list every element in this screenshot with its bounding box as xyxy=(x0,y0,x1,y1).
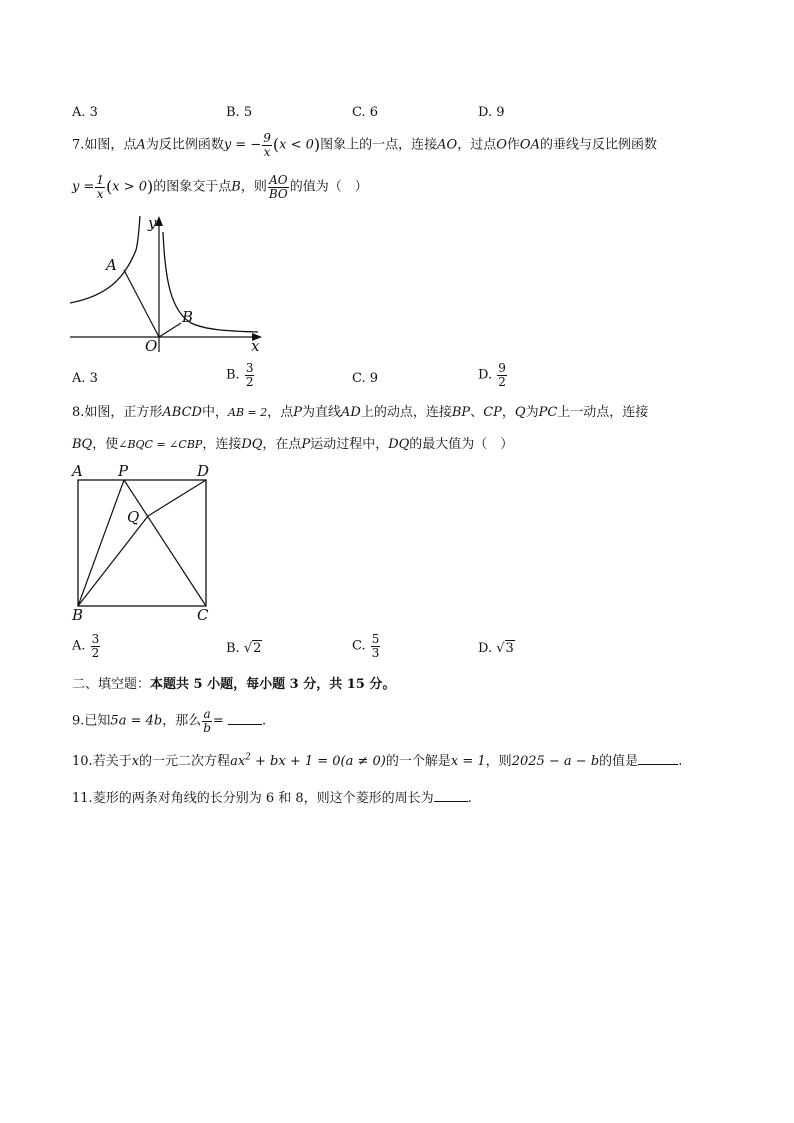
q10-variable-x: x xyxy=(131,754,140,769)
q9-answer-blank[interactable] xyxy=(228,723,262,725)
q8-label-a: A xyxy=(72,462,83,480)
q7-option-d-fraction xyxy=(497,362,507,388)
q7-option-b-den: 2 xyxy=(245,374,254,389)
q7-func2-lhs: y = xyxy=(72,179,95,195)
q10-period: . xyxy=(678,754,683,769)
q7-ratio-den: BO xyxy=(268,186,288,201)
q7-curve-right xyxy=(163,232,258,332)
q8-option-a-den: 2 xyxy=(91,645,100,660)
q8-square xyxy=(78,480,206,606)
q7-func1-den: x xyxy=(263,144,271,159)
q8-label-d: D xyxy=(197,462,210,480)
q7-text: ，则 xyxy=(240,179,267,195)
q8-text: 运动过程中， xyxy=(310,437,389,452)
q8-label-q: Q xyxy=(127,508,140,526)
q7-text: ，过点 xyxy=(457,137,497,153)
q7-func2-den: x xyxy=(96,186,104,201)
q7-number: 7. xyxy=(72,137,85,153)
q7-func2-fraction xyxy=(95,174,105,200)
q10-text: 的一元二次方程 xyxy=(139,754,231,769)
q7-point-b: B xyxy=(231,179,241,195)
q8-label-c: C xyxy=(197,606,209,622)
q10-expression: 2025 − a − b xyxy=(511,754,600,769)
q7-text: 的图象交于点 xyxy=(153,179,232,195)
q7-text: 的值为（ ） xyxy=(289,179,368,195)
q7-seg-oa: OA xyxy=(519,137,540,153)
q6-option-c: C. 6 xyxy=(352,105,379,120)
q8-segment-bq xyxy=(78,516,148,606)
q7-func2-cond: x > 0 xyxy=(112,179,148,195)
q8-option-a-prefix: A. xyxy=(72,638,86,654)
q7-option-d-num: 9 xyxy=(498,361,506,375)
q7-ratio-num: AO xyxy=(269,173,288,187)
q10-equation xyxy=(230,754,386,769)
q7-option-b xyxy=(226,362,255,388)
q9-fraction-den: b xyxy=(203,720,211,735)
q8-point-p: P xyxy=(301,437,311,452)
q7-option-a: A. 3 xyxy=(72,371,98,386)
q8-option-a-fraction xyxy=(91,633,101,659)
q7-option-b-num: 3 xyxy=(245,361,254,375)
q8-text: 如图，正方形 xyxy=(84,405,163,420)
q7-option-d xyxy=(478,362,508,388)
q7-ratio-fraction xyxy=(268,174,289,200)
q11-answer-blank[interactable] xyxy=(434,800,468,802)
q8-seg-dq: DQ xyxy=(241,437,263,452)
q7-label-o: O xyxy=(145,337,158,355)
q8-segment-dq xyxy=(148,480,206,516)
q6-option-a: A. 3 xyxy=(72,105,98,120)
q7-curve-left xyxy=(70,216,140,303)
q8-text: 的最大值为（ ） xyxy=(409,437,514,452)
q7-option-b-fraction xyxy=(245,362,255,388)
q8-segment-bp xyxy=(78,480,124,606)
q7-func1-num: 9 xyxy=(263,131,271,145)
q10-text: 若关于 xyxy=(92,754,132,769)
q8-seg-dq: DQ xyxy=(388,437,410,452)
q9-number: 9. xyxy=(72,713,85,729)
q9-fraction xyxy=(202,708,212,734)
q8-text: ，连接 xyxy=(202,437,242,452)
q10-solution: x = 1 xyxy=(450,754,486,769)
q8-option-c xyxy=(352,633,381,659)
q8-seg-bp: BP xyxy=(451,405,471,420)
q8-seg-pc: PC xyxy=(538,405,558,420)
q10-text: ，则 xyxy=(485,754,512,769)
section-instructions: 本题共 5 小题，每小题 3 分，共 15 分。 xyxy=(150,677,396,692)
q9-line xyxy=(72,708,266,734)
q10-text: 的一个解是 xyxy=(385,754,451,769)
q9-equation: 5a = 4b xyxy=(110,713,163,729)
q10-number: 10. xyxy=(72,754,93,769)
q8-option-b xyxy=(226,642,262,655)
q8-text: 上的动点，连接 xyxy=(360,405,452,420)
q9-equals: = xyxy=(212,713,224,729)
q10-text: 的值是 xyxy=(599,754,639,769)
q8-text: ，点 xyxy=(267,405,294,420)
q8-ab-length: AB = 2 xyxy=(228,406,268,419)
q7-text: 图象上的一点，连接 xyxy=(320,137,438,153)
q8-angle-condition: ∠BQC = ∠CBP xyxy=(118,438,203,451)
q8-line-ad: AD xyxy=(341,405,361,420)
q8-text: ，在点 xyxy=(262,437,302,452)
q9-period: . xyxy=(261,713,267,729)
q7-func1-fraction xyxy=(262,132,272,158)
q11-period: . xyxy=(467,791,472,806)
q8-text: 中， xyxy=(201,405,228,420)
q9-text: ，那么 xyxy=(162,713,202,729)
q6-option-b: B. 5 xyxy=(226,105,253,120)
q7-line2: y = $\frac{1}{x}$ (x > 0)的图象交于点B，则 $\frac{AO}{BO}$ 的值为（ ） xyxy=(72,173,368,201)
q7-text: 为反比例函数 xyxy=(145,137,224,153)
q7-option-d-den: 2 xyxy=(498,374,506,389)
q7-seg-ao: AO xyxy=(437,137,458,153)
q7-text: 如图，点 xyxy=(84,137,137,153)
q8-option-c-prefix: C. xyxy=(352,638,366,654)
q7-label-a: A xyxy=(106,256,117,274)
q7-option-c: C. 9 xyxy=(352,371,379,386)
q8-seg-cp: CP xyxy=(483,405,502,420)
q6-option-d: D. 9 xyxy=(478,105,505,120)
section-title: 二、填空题： xyxy=(72,677,151,692)
q7-label-b: B xyxy=(182,308,194,326)
q8-option-d-prefix: D. xyxy=(478,641,493,656)
q7-func2-num: 1 xyxy=(96,173,105,187)
q11-line xyxy=(72,792,472,805)
q8-option-b-radicand: 2 xyxy=(253,641,262,656)
q8-point-q: Q xyxy=(514,405,526,420)
q8-label-b: B xyxy=(72,606,84,622)
q8-seg-bq: BQ xyxy=(72,437,93,452)
q7-segment-ob xyxy=(159,323,181,337)
section-heading xyxy=(72,678,395,691)
q8-text: 为 xyxy=(525,405,539,420)
q9-fraction-num: a xyxy=(203,707,211,721)
q8-option-a xyxy=(72,633,101,659)
q7-label-y: y xyxy=(148,214,157,232)
q7-text: 作 xyxy=(506,137,520,153)
q8-option-d-sqrt: √3 xyxy=(496,641,514,656)
q10-answer-blank[interactable] xyxy=(638,763,678,765)
q8-text: ，使 xyxy=(92,437,119,452)
q8-segment-pc xyxy=(124,480,206,606)
q7-segment-ao xyxy=(124,270,159,337)
q11-number: 11. xyxy=(72,791,93,806)
q8-option-c-fraction xyxy=(371,633,381,659)
q10-eq-exponent: 2 xyxy=(245,752,251,763)
q8-text: 为直线 xyxy=(302,405,342,420)
q8-line1 xyxy=(72,406,648,419)
q7-point-a: A xyxy=(136,137,146,153)
q7-text: 的垂线与反比例函数 xyxy=(539,137,657,153)
q8-text: 上一动点，连接 xyxy=(557,405,649,420)
q10-line xyxy=(72,752,683,769)
q10-eq-rest: + bx + 1 = 0(a ≠ 0) xyxy=(250,754,386,769)
q7-point-o: O xyxy=(496,137,507,153)
q7-option-b-prefix: B. xyxy=(226,367,240,383)
q7-label-x: x xyxy=(251,337,260,355)
q7-option-d-prefix: D. xyxy=(478,367,493,383)
q8-line2 xyxy=(72,438,513,451)
q8-option-c-den: 3 xyxy=(371,645,380,660)
q8-option-c-num: 5 xyxy=(371,632,380,646)
q8-option-a-num: 3 xyxy=(91,632,100,646)
q8-text: ， xyxy=(501,405,515,420)
q9-text: 已知 xyxy=(84,713,111,729)
q10-eq-ax: ax xyxy=(230,754,246,769)
q8-option-b-prefix: B. xyxy=(226,641,240,656)
q7-line1: 7.如图，点A为反比例函数y = − $\frac{9}{x}$ (x < 0)图象上的一点，连接AO，过点O作OA的垂线与反比例函数 xyxy=(72,131,657,159)
q8-square-name: ABCD xyxy=(162,405,202,420)
q7-figure xyxy=(66,210,276,358)
q8-number: 8. xyxy=(72,405,85,420)
q7-func1-cond: x < 0 xyxy=(279,137,314,153)
q8-point-p: P xyxy=(293,405,303,420)
q8-option-d-radicand: 3 xyxy=(505,641,514,656)
q7-func1-lhs: y = − xyxy=(223,137,262,153)
q8-text: 、 xyxy=(470,405,484,420)
q8-label-p: P xyxy=(118,462,129,480)
q11-text: 菱形的两条对角线的长分别为 6 和 8，则这个菱形的周长为 xyxy=(92,791,434,806)
q8-option-b-sqrt: √2 xyxy=(243,641,262,656)
q8-option-d xyxy=(478,642,515,655)
q8-figure xyxy=(66,462,226,622)
